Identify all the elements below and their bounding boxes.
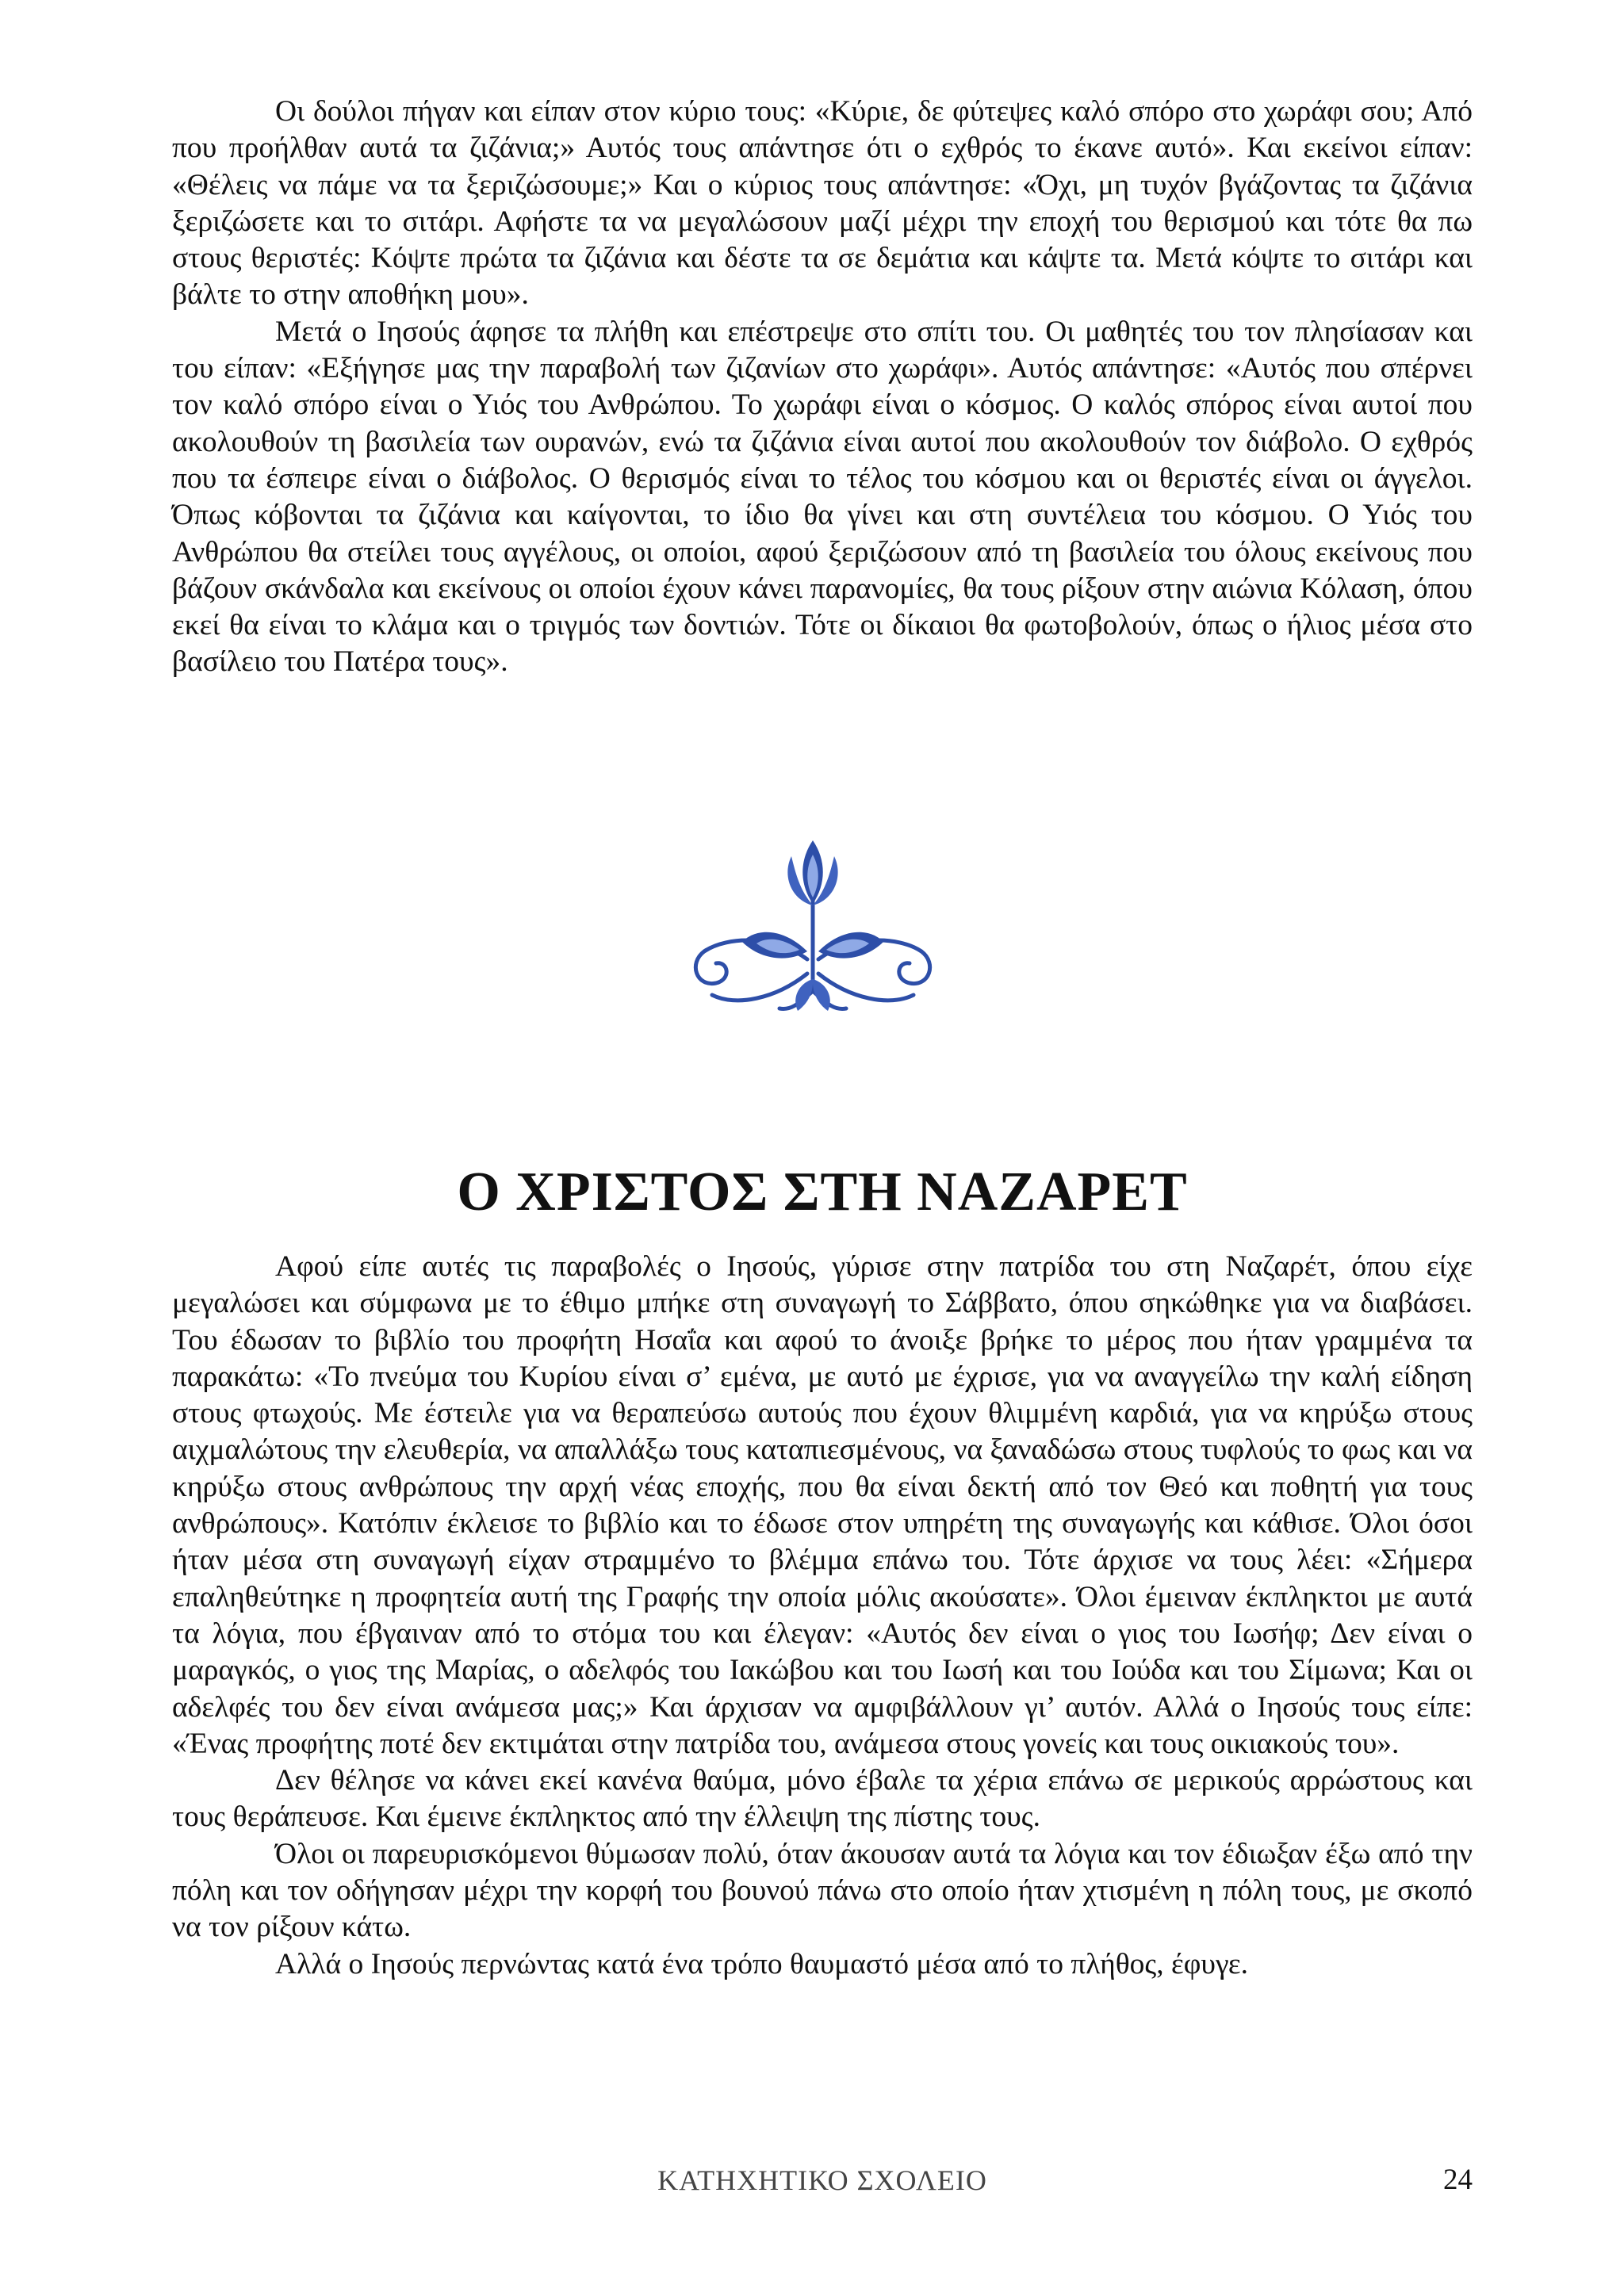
page-footer bbox=[172, 2160, 1473, 2200]
footer-title: ΚΑΤΗΧΗΤΙΚΟ ΣΧΟΛΕΙΟ bbox=[657, 2164, 987, 2196]
paragraph: Μετά ο Ιησούς άφησε τα πλήθη και επέστρεψε στο σπίτι του. Οι μαθητές του τον πλησίασαν και του είπαν: «Εξήγησε μας την παραβολή των ζιζανίων στο χωράφι». Αυτός απάντησε: «Αυτός που σπέρνει τον καλό σπόρο είναι ο Υιός του Ανθρώπου. Το χωράφι είναι ο κόσμος. Ο καλός σπόρος είναι αυτοί που ακολουθούν τη βασιλεία των ουρανών, ενώ τα ζιζάνια είναι αυτοί που ακολουθούν τον διάβολο. Ο εχθρός που τα έσπειρε είναι ο διάβολος. Ο θερισμός είναι το τέλος του κόσμου και οι θεριστές είναι οι άγγελοι. Όπως κόβονται τα ζιζάνια και καίγονται, το ίδιο θα γίνει και στη συντέλεια του κόσμου. Ο Υιός του Ανθρώπου θα στείλει τους αγγέλους, οι οποίοι, αφού ξεριζώσουν από τη βασιλεία του όλους εκείνους που βάζουν σκάνδαλα και εκείνους οι οποίοι έχουν κάνει παρανομίες, θα τους ρίξουν στην αιώνια Κόλαση, όπου εκεί θα είναι το κλάμα και ο τριγμός των δοντιών. Τότε οι δίκαιοι θα φωτοβολούν, όπως ο ήλιος μέσα στο βασίλειο του Πατέρα τους». bbox=[172, 315, 1473, 679]
paragraph: Οι δούλοι πήγαν και είπαν στον κύριο τους: «Κύριε, δε φύτεψες καλό σπόρο στο χωράφι σου; Από που προήλθαν αυτά τα ζιζάνια;» Αυτός τους απάντησε ότι ο εχθρός το έκανε αυτό». Και εκείνοι είπαν: «Θέλεις να πάμε να τα ξεριζώσουμε;» Και ο κύριος τους απάντησε: «Όχι, μη τυχόν βγάζοντας τα ζιζάνια ξεριζώσετε και το σιτάρι. Αφήστε τα να μεγαλώσουν μαζί μέχρι την εποχή του θερισμού και τότε θα πω στους θεριστές: Κόψτε πρώτα τα ζιζάνια και δέστε τα σε δεμάτια και κάψτε τα. Μετά κόψτε το σιτάρι και βάλτε το στην αποθήκη μου». bbox=[172, 95, 1473, 312]
top-text-block bbox=[172, 94, 1473, 681]
blue-floral-ornament-icon bbox=[680, 840, 945, 1016]
section-title: Ο ΧΡΙΣΤΟΣ ΣΤΗ ΝΑΖΑΡΕΤ bbox=[457, 1161, 1188, 1223]
section-text-block bbox=[172, 1249, 1473, 1983]
paragraph: Όλοι οι παρευρισκόμενοι θύμωσαν πολύ, όταν άκουσαν αυτά τα λόγια και τον έδιωξαν έξω από την πόλη και τον οδήγησαν μέχρι την κορφή του βουνού πάνω στο οποίο ήταν χτισμένη η πόλη τους, με σκοπό να τον ρίξουν κάτω. bbox=[172, 1837, 1473, 1944]
paragraph: Αλλά ο Ιησούς περνώντας κατά ένα τρόπο θαυμαστό μέσα από το πλήθος, έφυγε. bbox=[275, 1947, 1249, 1980]
page-number: 24 bbox=[1443, 2164, 1473, 2196]
paragraph: Αφού είπε αυτές τις παραβολές ο Ιησούς, γύρισε στην πατρίδα του στη Ναζαρέτ, όπου είχε μεγαλώσει και σύμφωνα με το έθιμο μπήκε στη συναγωγή το Σάββατο, όπου σηκώθηκε για να διαβάσει. Του έδωσαν το βιβλίο του προφήτη Ησαΐα και αφού το άνοιξε βρήκε το μέρος που ήταν γραμμένα τα παρακάτω: «Το πνεύμα του Κυρίου είναι σ’ εμένα, με αυτό με έχρισε, για να αναγγείλω την καλή είδηση στους φτωχούς. Με έστειλε για να θεραπεύσω αυτούς που έχουν θλιμμένη καρδιά, για να κηρύξω στους αιχμαλώτους την ελευθερία, να απαλλάξω τους καταπιεσμένους, να ξαναδώσω στους τυφλούς το φως και να κηρύξω στους ανθρώπους την αρχή νέας εποχής, που θα είναι δεκτή από τον Θεό και ποθητή για τους ανθρώπους». Κατόπιν έκλεισε το βιβλίο και το έδωσε στον υπηρέτη της συναγωγής και κάθισε. Όλοι όσοι ήταν μέσα στη συναγωγή είχαν στραμμένο το βλέμμα επάνω του. Τότε άρχισε να τους λέει: «Σήμερα επαληθεύτηκε η προφητεία αυτή της Γραφής την οποία μόλις ακούσατε». Όλοι έμειναν έκπληκτοι με αυτά τα λόγια, που έβγαιναν από το στόμα του και έλεγαν: «Αυτός δεν είναι ο γιος του Ιωσήφ; Δεν είναι ο μαραγκός, ο γιος της Μαρίας, ο αδελφός του Ιακώβου και του Ιωσή και του Ιούδα και του Σίμωνα; Και οι αδελφές του δεν είναι ανάμεσα μας;» Και άρχισαν να αμφιβάλλουν γι’ αυτόν. Αλλά ο Ιησούς τους είπε: «Ένας προφήτης ποτέ δεν εκτιμάται στην πατρίδα του, ανάμεσα στους γονείς και τους οικιακούς του». bbox=[172, 1250, 1473, 1760]
paragraph: Δεν θέλησε να κάνει εκεί κανένα θαύμα, μόνο έβαλε τα χέρια επάνω σε μερικούς αρρώστους και τους θεράπευσε. Και έμεινε έκπληκτος από την έλλειψη της πίστης τους. bbox=[172, 1764, 1473, 1834]
